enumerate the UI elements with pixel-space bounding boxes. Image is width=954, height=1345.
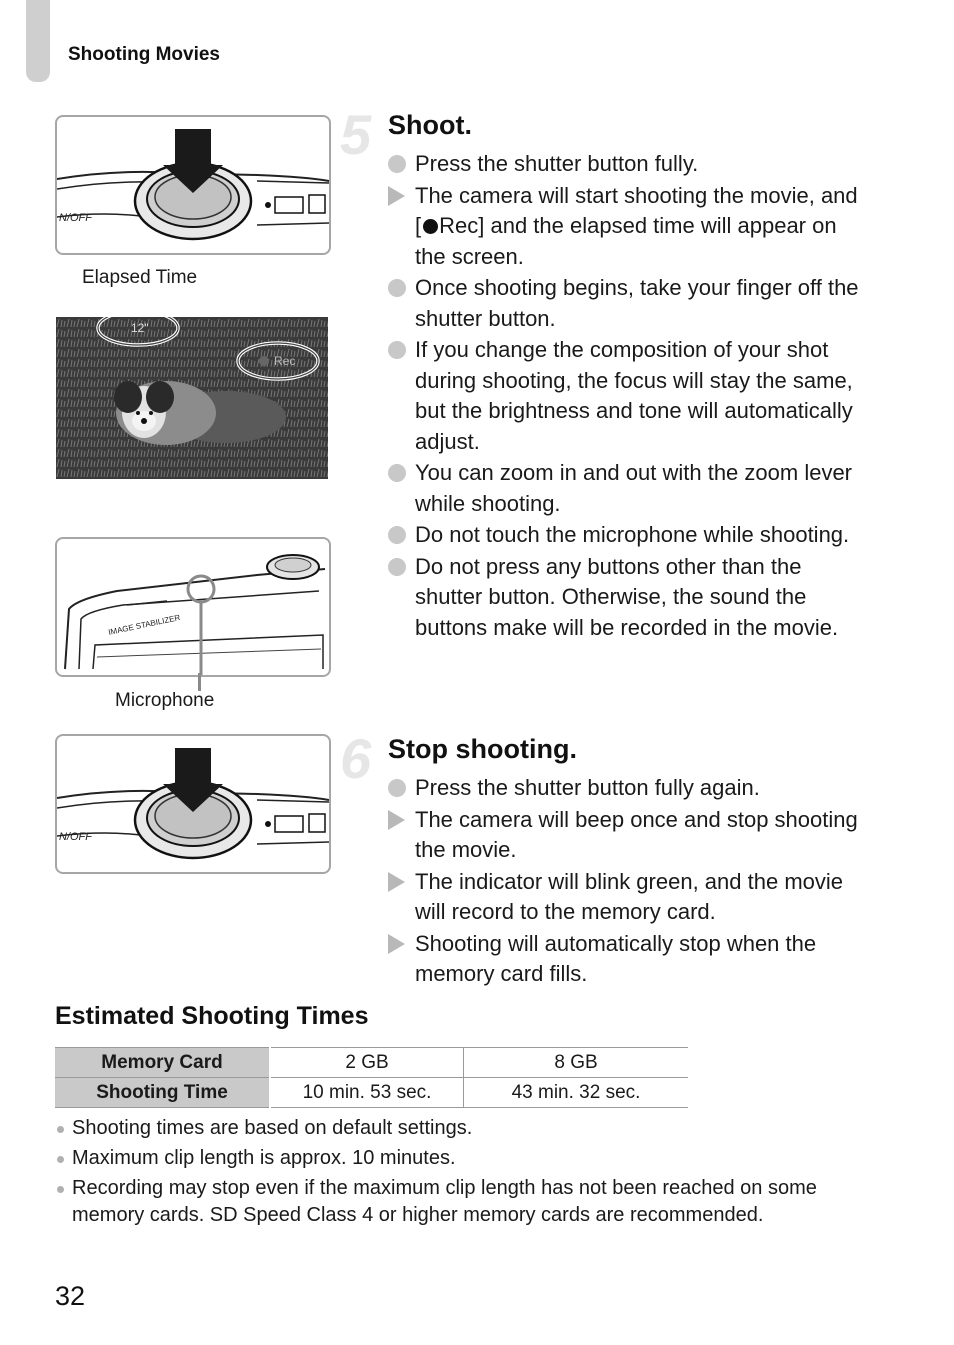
- list-item: Shooting will automatically stop when the memory card fills.: [388, 929, 868, 990]
- note-item: Shooting times are based on default settings.: [55, 1115, 885, 1142]
- microphone-leader-line: [198, 673, 201, 691]
- section-title: Shooting Movies: [68, 44, 220, 65]
- note-item: Maximum clip length is approx. 10 minutes.: [55, 1145, 885, 1172]
- table-row: [55, 1078, 688, 1108]
- circle-bullet-icon: [388, 464, 406, 482]
- list-item: You can zoom in and out with the zoom lever while shooting.: [388, 458, 868, 519]
- table-cell: 43 min. 32 sec.: [464, 1078, 689, 1108]
- list-item: Press the shutter button fully again.: [388, 773, 868, 804]
- step-6-list: [388, 773, 868, 991]
- table-cell: 2 GB: [270, 1048, 464, 1078]
- list-item: The camera will start shooting the movie, and [ Rec] and the elapsed time will appear on the screen.: [388, 181, 868, 273]
- circle-bullet-icon: [388, 341, 406, 359]
- notes-list: [55, 1115, 885, 1232]
- microphone-figure: [55, 537, 331, 677]
- page-number: 32: [55, 1281, 86, 1311]
- list-item: If you change the composition of your shot during shooting, the focus will stay the same, but the brightness and tone will automatically adjust.: [388, 335, 868, 457]
- list-item: Press the shutter button fully.: [388, 149, 868, 180]
- shutter-illustration: [57, 117, 329, 253]
- dog-photo: [56, 317, 328, 479]
- list-item: Do not press any buttons other than the shutter button. Otherwise, the sound the buttons make will be recorded in the movie.: [388, 552, 868, 644]
- movie-screen-photo: [56, 317, 328, 479]
- triangle-bullet-icon: [388, 810, 405, 830]
- circle-bullet-icon: [388, 558, 406, 576]
- shooting-times-table: [55, 1047, 688, 1108]
- section-tab-marker: [26, 0, 50, 82]
- circle-bullet-icon: [388, 155, 406, 173]
- shutter-press-figure-start: [55, 115, 331, 255]
- elapsed-time-label: Elapsed Time: [82, 267, 198, 288]
- camera-top-illustration: [57, 539, 329, 675]
- power-label: N/OFF: [59, 212, 92, 224]
- circle-bullet-icon: [388, 779, 406, 797]
- table-cell: 10 min. 53 sec.: [270, 1078, 464, 1108]
- triangle-bullet-icon: [388, 186, 405, 206]
- table-row: [55, 1048, 688, 1078]
- stabilizer-label: IMAGE STABILIZER: [107, 612, 182, 637]
- step-6-number: 6: [340, 727, 370, 790]
- row-header: Memory Card: [55, 1048, 270, 1078]
- table-cell: 8 GB: [464, 1048, 689, 1078]
- circle-bullet-icon: [388, 526, 406, 544]
- elapsed-overlay: 12": [131, 321, 149, 335]
- row-header: Shooting Time: [55, 1078, 270, 1108]
- shutter-illustration: [57, 736, 329, 872]
- record-dot-icon: [423, 219, 438, 234]
- shutter-press-figure-stop: [55, 734, 331, 874]
- list-item: The indicator will blink green, and the movie will record to the memory card.: [388, 867, 868, 928]
- power-label: N/OFF: [59, 831, 92, 843]
- estimated-times-heading: Estimated Shooting Times: [55, 1002, 369, 1030]
- step-5-title: Shoot.: [388, 110, 472, 140]
- rec-overlay: Rec: [274, 354, 296, 368]
- list-item: Do not touch the microphone while shooting.: [388, 520, 868, 551]
- step-5-number: 5: [340, 103, 370, 166]
- step-5-list: [388, 149, 868, 644]
- triangle-bullet-icon: [388, 872, 405, 892]
- circle-bullet-icon: [388, 279, 406, 297]
- microphone-label: Microphone: [115, 690, 215, 711]
- list-item: Once shooting begins, take your finger off the shutter button.: [388, 273, 868, 334]
- list-item: The camera will beep once and stop shooting the movie.: [388, 805, 868, 866]
- note-item: Recording may stop even if the maximum clip length has not been reached on some memory cards. SD Speed Class 4 or higher memory cards are recommended.: [55, 1175, 885, 1229]
- step-6-title: Stop shooting.: [388, 734, 577, 764]
- triangle-bullet-icon: [388, 934, 405, 954]
